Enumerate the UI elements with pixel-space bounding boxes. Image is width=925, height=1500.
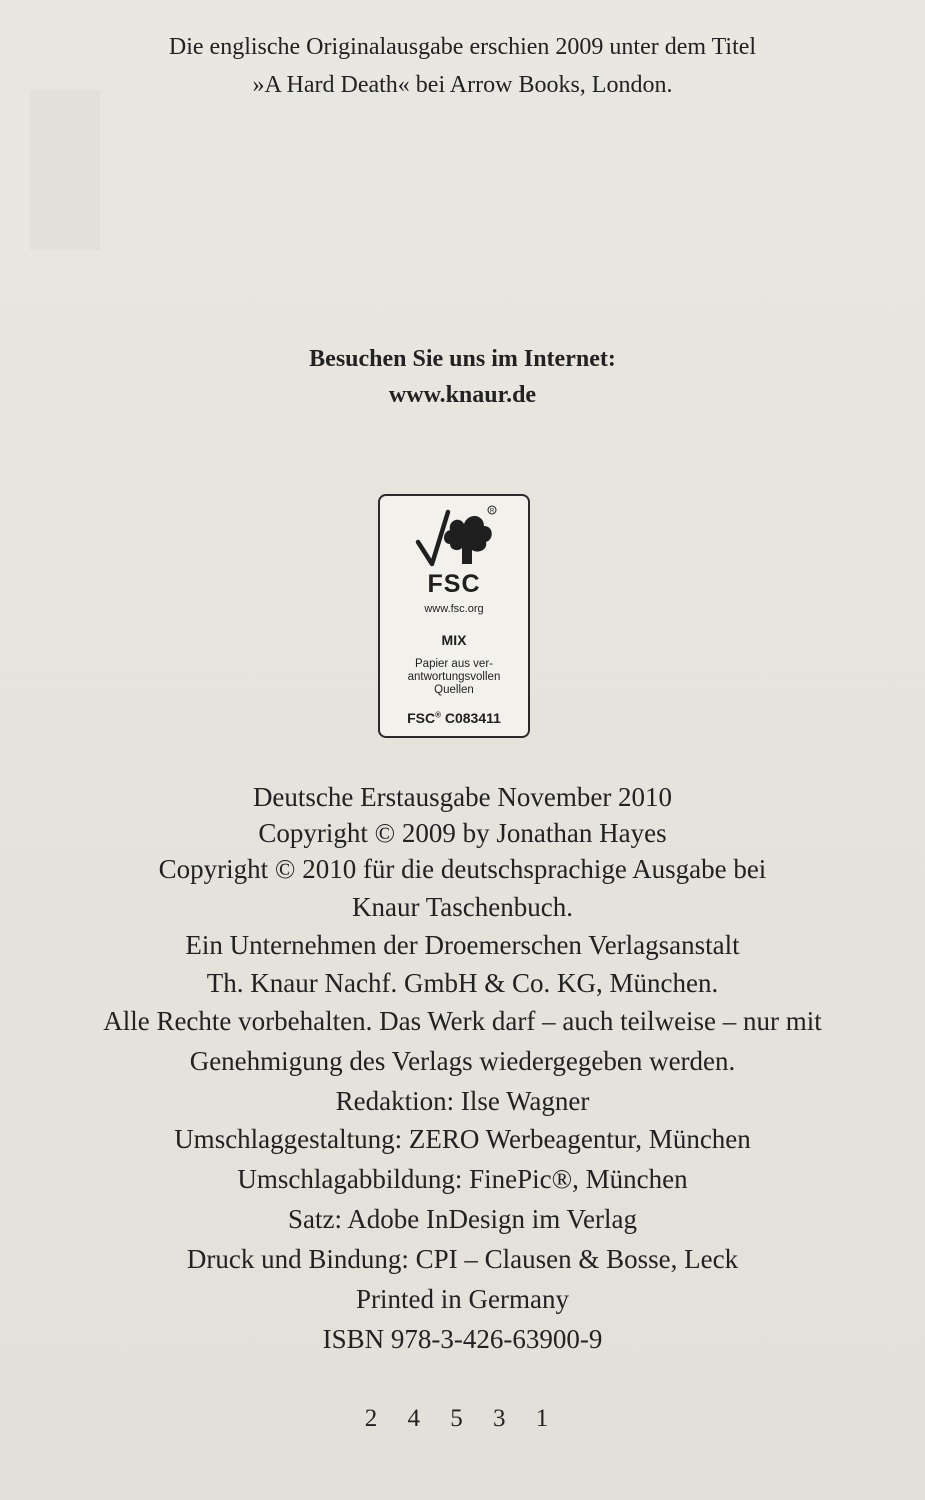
fsc-label [378, 494, 530, 738]
imprint-line: Copyright © 2010 für die deutschsprachige Ausgabe bei [158, 854, 767, 884]
fsc-license-code: FSC® C083411 [407, 710, 501, 726]
imprint-line: Druck und Bindung: CPI – Clausen & Bosse, Leck [186, 1244, 739, 1274]
fsc-description-line: Quellen [434, 684, 474, 696]
fsc-description-line: Papier aus ver- [415, 658, 493, 670]
imprint-line: Ein Unternehmen der Droemerschen Verlagsanstalt [185, 930, 740, 960]
imprint-line: Copyright © 2009 by Jonathan Hayes [258, 818, 667, 848]
bleed-through-shadow [30, 90, 100, 250]
imprint-line: Alle Rechte vorbehalten. Das Werk darf – auch teilweise – nur mit [103, 1006, 822, 1036]
imprint-line: Knaur Taschenbuch. [351, 892, 574, 922]
fsc-code-number: C083411 [444, 710, 501, 726]
internet-heading: Besuchen Sie uns im Internet: [309, 346, 616, 372]
imprint-line: Printed in Germany [356, 1284, 569, 1314]
fsc-tree-checkmark-icon [414, 504, 498, 572]
imprint-line: Umschlaggestaltung: ZERO Werbeagentur, München [174, 1124, 751, 1154]
fsc-url: www.fsc.org [424, 603, 484, 615]
svg-text:R: R [489, 508, 495, 515]
isbn: ISBN 978-3-426-63900-9 [322, 1324, 603, 1354]
fsc-description-line: antwortungsvollen [407, 671, 501, 683]
imprint-line: Th. Knaur Nachf. GmbH & Co. KG, München. [206, 968, 719, 998]
fsc-name: FSC [427, 570, 481, 598]
imprint-line: Umschlagabbildung: FinePic®, München [237, 1164, 688, 1194]
imprint-line: Genehmigung des Verlags wiedergegeben werden. [189, 1046, 736, 1076]
imprint-line: Deutsche Erstausgabe November 2010 [252, 782, 673, 812]
imprint-line: Satz: Adobe InDesign im Verlag [288, 1204, 637, 1234]
imprint-line: Redaktion: Ilse Wagner [335, 1086, 590, 1116]
publisher-url: www.knaur.de [388, 382, 537, 408]
fsc-mix-label: MIX [441, 632, 467, 648]
print-run-numbers: 2 4 5 3 1 [364, 1405, 561, 1432]
fsc-description [380, 658, 528, 697]
original-edition-line-1: Die englische Originalausgabe erschien 2009 unter dem Titel [168, 34, 757, 60]
original-edition-line-2: »A Hard Death« bei Arrow Books, London. [252, 72, 673, 98]
fsc-code-prefix: FSC [407, 710, 436, 726]
